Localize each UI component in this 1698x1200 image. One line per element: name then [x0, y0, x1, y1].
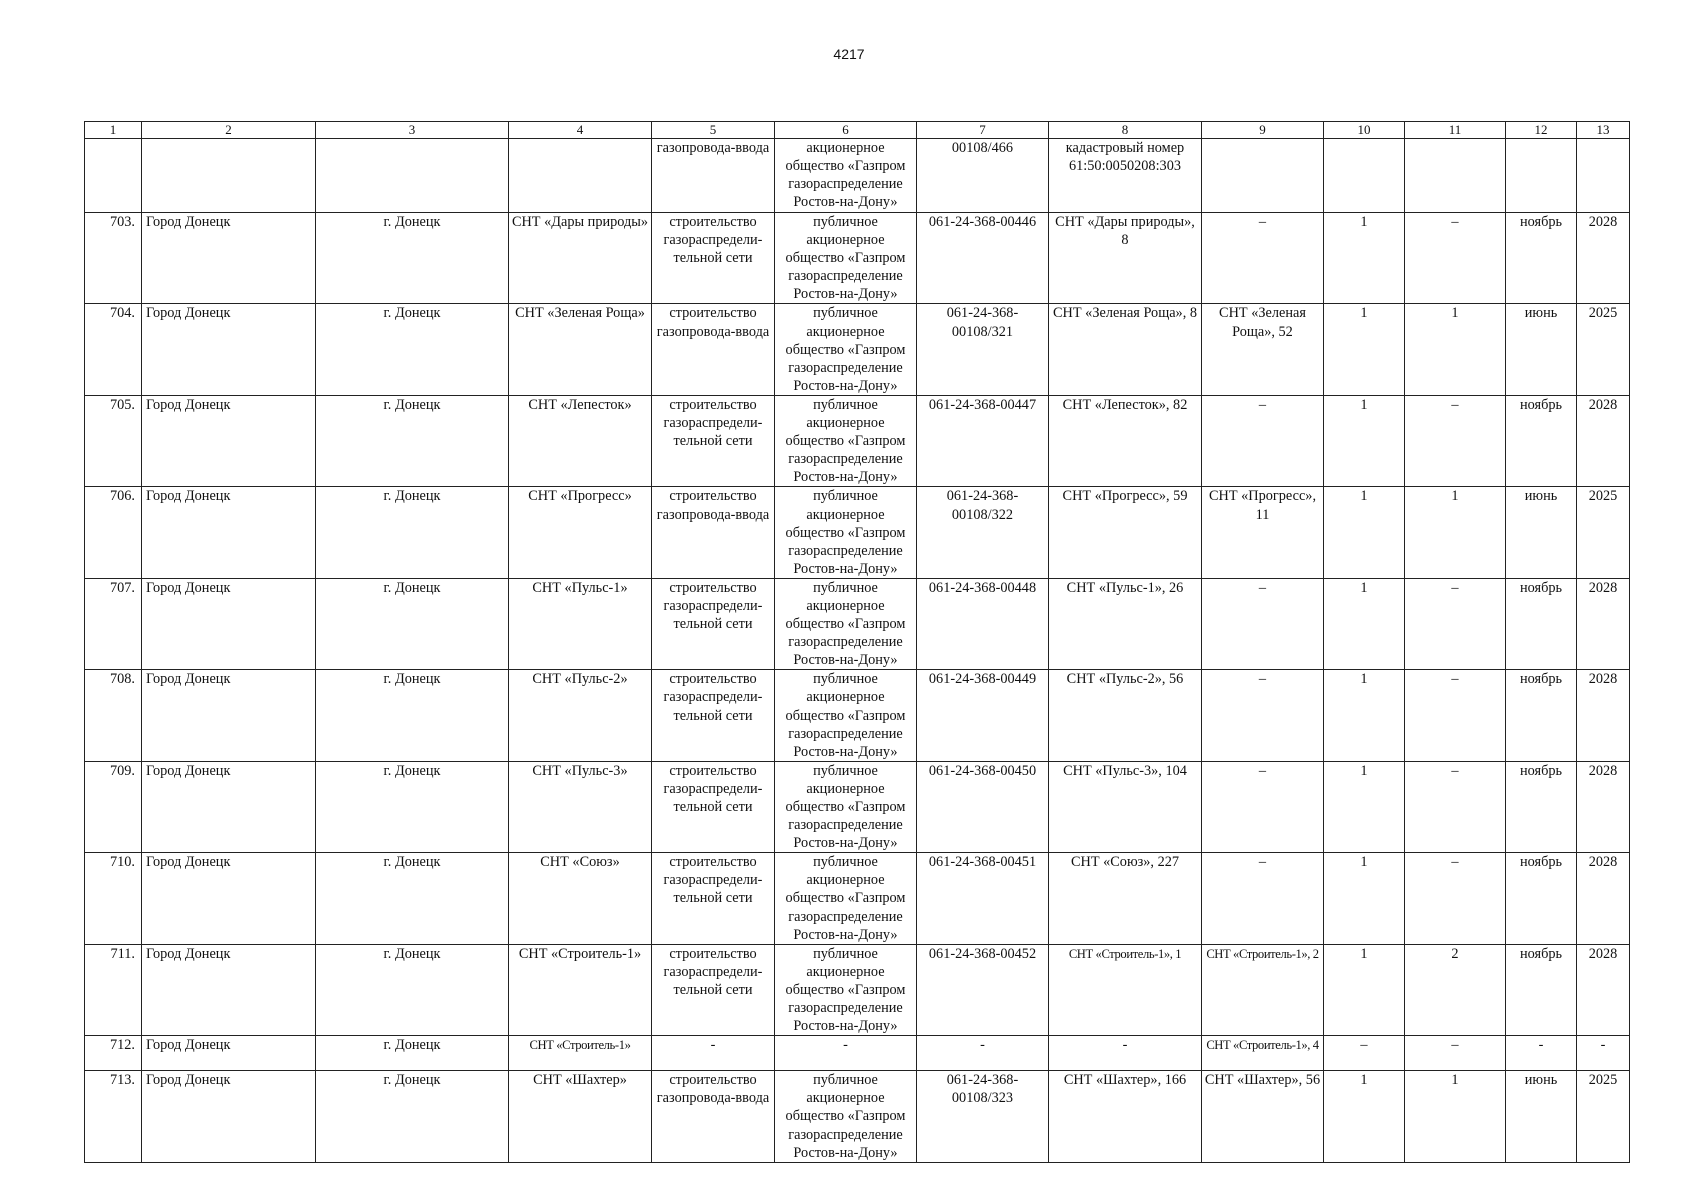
- cell-settlement: г. Донецк: [316, 761, 509, 852]
- cell-count-a: 1: [1324, 487, 1405, 578]
- cell-year: 2028: [1577, 578, 1630, 669]
- cell-row-number: 710.: [85, 853, 142, 944]
- table-row: [85, 1036, 1630, 1071]
- column-header-8: 8: [1049, 122, 1202, 139]
- cell-count-b: –: [1405, 213, 1506, 304]
- data-table: [84, 121, 1630, 1163]
- cell-count-a: –: [1324, 1036, 1405, 1071]
- cell-count-a: 1: [1324, 304, 1405, 395]
- cell-month: ноябрь: [1506, 761, 1577, 852]
- cell-work-type: газопровода-ввода: [652, 139, 775, 213]
- cell-snt-name: СНТ «Зеленая Роща»: [509, 304, 652, 395]
- cell-organization: публичное акционерное общество «Газпром газораспределение Ростов-на-Дону»: [775, 578, 917, 669]
- cell-address-from: СНТ «Шахтер», 166: [1049, 1071, 1202, 1162]
- cell-year: 2028: [1577, 944, 1630, 1035]
- cell-organization: публичное акционерное общество «Газпром газораспределение Ростов-на-Дону»: [775, 761, 917, 852]
- cell-row-number: 709.: [85, 761, 142, 852]
- column-header-5: 5: [652, 122, 775, 139]
- cell-month: [1506, 139, 1577, 213]
- column-header-1: 1: [85, 122, 142, 139]
- cell-year: 2028: [1577, 853, 1630, 944]
- cell-address-from: СНТ «Союз», 227: [1049, 853, 1202, 944]
- column-header-12: 12: [1506, 122, 1577, 139]
- cell-registration-number: 061-24-368-00108/323: [917, 1071, 1049, 1162]
- cell-municipality: Город Донецк: [142, 670, 316, 761]
- cell-count-a: 1: [1324, 944, 1405, 1035]
- table-body: [85, 139, 1630, 1163]
- cell-work-type: строительство газораспредели-тельной сети: [652, 395, 775, 486]
- cell-count-b: –: [1405, 761, 1506, 852]
- cell-year: 2028: [1577, 395, 1630, 486]
- cell-registration-number: 061-24-368-00447: [917, 395, 1049, 486]
- cell-address-to: –: [1202, 395, 1324, 486]
- cell-registration-number: 00108/466: [917, 139, 1049, 213]
- cell-snt-name: СНТ «Союз»: [509, 853, 652, 944]
- cell-year: 2028: [1577, 761, 1630, 852]
- cell-address-to: СНТ «Прогресс», 11: [1202, 487, 1324, 578]
- cell-work-type: строительство газораспредели-тельной сети: [652, 944, 775, 1035]
- cell-count-a: 1: [1324, 853, 1405, 944]
- cell-snt-name: СНТ «Лепесток»: [509, 395, 652, 486]
- cell-address-to: СНТ «Строитель-1», 4: [1202, 1036, 1324, 1071]
- cell-row-number: 706.: [85, 487, 142, 578]
- cell-work-type: строительство газораспредели-тельной сети: [652, 670, 775, 761]
- cell-municipality: Город Донецк: [142, 578, 316, 669]
- cell-work-type: строительство газопровода-ввода: [652, 304, 775, 395]
- cell-year: 2028: [1577, 213, 1630, 304]
- cell-organization: публичное акционерное общество «Газпром газораспределение Ростов-на-Дону»: [775, 853, 917, 944]
- cell-settlement: [316, 139, 509, 213]
- cell-snt-name: СНТ «Пульс-2»: [509, 670, 652, 761]
- cell-address-to: СНТ «Шахтер», 56: [1202, 1071, 1324, 1162]
- cell-registration-number: 061-24-368-00448: [917, 578, 1049, 669]
- cell-settlement: г. Донецк: [316, 578, 509, 669]
- cell-count-b: 2: [1405, 944, 1506, 1035]
- cell-organization: публичное акционерное общество «Газпром газораспределение Ростов-на-Дону»: [775, 395, 917, 486]
- cell-settlement: г. Донецк: [316, 395, 509, 486]
- page-number: 4217: [833, 46, 865, 62]
- cell-settlement: г. Донецк: [316, 213, 509, 304]
- table-row: [85, 304, 1630, 395]
- cell-month: ноябрь: [1506, 853, 1577, 944]
- cell-work-type: строительство газопровода-ввода: [652, 1071, 775, 1162]
- cell-month: ноябрь: [1506, 395, 1577, 486]
- cell-month: ноябрь: [1506, 944, 1577, 1035]
- cell-address-from: СНТ «Строитель-1», 1: [1049, 944, 1202, 1035]
- column-header-10: 10: [1324, 122, 1405, 139]
- cell-settlement: г. Донецк: [316, 670, 509, 761]
- cell-settlement: г. Донецк: [316, 1071, 509, 1162]
- column-header-3: 3: [316, 122, 509, 139]
- column-header-4: 4: [509, 122, 652, 139]
- column-header-6: 6: [775, 122, 917, 139]
- cell-settlement: г. Донецк: [316, 304, 509, 395]
- cell-count-b: –: [1405, 670, 1506, 761]
- cell-work-type: строительство газораспредели-тельной сети: [652, 853, 775, 944]
- cell-snt-name: [509, 139, 652, 213]
- cell-count-b: 1: [1405, 304, 1506, 395]
- cell-address-from: -: [1049, 1036, 1202, 1071]
- cell-registration-number: 061-24-368-00452: [917, 944, 1049, 1035]
- cell-municipality: Город Донецк: [142, 395, 316, 486]
- cell-municipality: Город Донецк: [142, 1071, 316, 1162]
- cell-snt-name: СНТ «Пульс-1»: [509, 578, 652, 669]
- cell-count-b: –: [1405, 853, 1506, 944]
- column-header-11: 11: [1405, 122, 1506, 139]
- cell-address-from: СНТ «Пульс-2», 56: [1049, 670, 1202, 761]
- table-row: [85, 578, 1630, 669]
- cell-address-to: –: [1202, 670, 1324, 761]
- cell-row-number: 703.: [85, 213, 142, 304]
- cell-registration-number: -: [917, 1036, 1049, 1071]
- cell-count-b: –: [1405, 395, 1506, 486]
- cell-municipality: Город Донецк: [142, 1036, 316, 1071]
- cell-row-number: [85, 139, 142, 213]
- table-row: [85, 213, 1630, 304]
- cell-address-from: кадастровый номер 61:50:0050208:303: [1049, 139, 1202, 213]
- column-header-7: 7: [917, 122, 1049, 139]
- table-row: [85, 395, 1630, 486]
- cell-organization: публичное акционерное общество «Газпром газораспределение Ростов-на-Дону»: [775, 213, 917, 304]
- cell-month: июнь: [1506, 1071, 1577, 1162]
- cell-address-from: СНТ «Зеленая Роща», 8: [1049, 304, 1202, 395]
- cell-registration-number: 061-24-368-00446: [917, 213, 1049, 304]
- cell-work-type: строительство газораспредели-тельной сети: [652, 761, 775, 852]
- cell-municipality: Город Донецк: [142, 304, 316, 395]
- cell-snt-name: СНТ «Шахтер»: [509, 1071, 652, 1162]
- column-number-row: [85, 122, 1630, 139]
- cell-organization: публичное акционерное общество «Газпром газораспределение Ростов-на-Дону»: [775, 304, 917, 395]
- cell-registration-number: 061-24-368-00108/322: [917, 487, 1049, 578]
- cell-organization: публичное акционерное общество «Газпром газораспределение Ростов-на-Дону»: [775, 1071, 917, 1162]
- cell-settlement: г. Донецк: [316, 1036, 509, 1071]
- cell-year: 2025: [1577, 304, 1630, 395]
- table-row: [85, 487, 1630, 578]
- cell-row-number: 712.: [85, 1036, 142, 1071]
- cell-month: -: [1506, 1036, 1577, 1071]
- cell-year: 2025: [1577, 487, 1630, 578]
- cell-municipality: Город Донецк: [142, 853, 316, 944]
- cell-municipality: [142, 139, 316, 213]
- cell-count-a: 1: [1324, 213, 1405, 304]
- cell-month: ноябрь: [1506, 670, 1577, 761]
- cell-year: -: [1577, 1036, 1630, 1071]
- cell-row-number: 708.: [85, 670, 142, 761]
- cell-municipality: Город Донецк: [142, 213, 316, 304]
- cell-year: [1577, 139, 1630, 213]
- cell-count-a: 1: [1324, 670, 1405, 761]
- cell-work-type: строительство газопровода-ввода: [652, 487, 775, 578]
- cell-address-to: –: [1202, 761, 1324, 852]
- cell-work-type: строительство газораспредели-тельной сети: [652, 213, 775, 304]
- cell-work-type: строительство газораспредели-тельной сети: [652, 578, 775, 669]
- cell-snt-name: СНТ «Прогресс»: [509, 487, 652, 578]
- cell-settlement: г. Донецк: [316, 853, 509, 944]
- column-header-9: 9: [1202, 122, 1324, 139]
- cell-year: 2028: [1577, 670, 1630, 761]
- cell-count-b: 1: [1405, 487, 1506, 578]
- cell-work-type: -: [652, 1036, 775, 1071]
- cell-count-a: 1: [1324, 761, 1405, 852]
- cell-snt-name: СНТ «Дары природы»: [509, 213, 652, 304]
- cell-municipality: Город Донецк: [142, 944, 316, 1035]
- cell-organization: -: [775, 1036, 917, 1071]
- cell-address-to: СНТ «Зеленая Роща», 52: [1202, 304, 1324, 395]
- column-header-13: 13: [1577, 122, 1630, 139]
- column-header-2: 2: [142, 122, 316, 139]
- cell-address-to: СНТ «Строитель-1», 2: [1202, 944, 1324, 1035]
- cell-municipality: Город Донецк: [142, 761, 316, 852]
- cell-organization: публичное акционерное общество «Газпром газораспределение Ростов-на-Дону»: [775, 487, 917, 578]
- cell-snt-name: СНТ «Строитель-1»: [509, 944, 652, 1035]
- cell-count-b: –: [1405, 1036, 1506, 1071]
- table-row: [85, 944, 1630, 1035]
- cell-address-from: СНТ «Пульс-3», 104: [1049, 761, 1202, 852]
- cell-organization: акционерное общество «Газпром газораспределение Ростов-на-Дону»: [775, 139, 917, 213]
- cell-year: 2025: [1577, 1071, 1630, 1162]
- cell-count-a: [1324, 139, 1405, 213]
- cell-row-number: 711.: [85, 944, 142, 1035]
- cell-address-from: СНТ «Пульс-1», 26: [1049, 578, 1202, 669]
- cell-row-number: 705.: [85, 395, 142, 486]
- cell-count-a: 1: [1324, 578, 1405, 669]
- cell-registration-number: 061-24-368-00451: [917, 853, 1049, 944]
- table-row: [85, 670, 1630, 761]
- cell-month: июнь: [1506, 487, 1577, 578]
- cell-count-a: 1: [1324, 395, 1405, 486]
- cell-address-from: СНТ «Лепесток», 82: [1049, 395, 1202, 486]
- cell-count-b: [1405, 139, 1506, 213]
- cell-snt-name: СНТ «Пульс-3»: [509, 761, 652, 852]
- cell-address-to: –: [1202, 853, 1324, 944]
- table-row: [85, 853, 1630, 944]
- cell-address-from: СНТ «Прогресс», 59: [1049, 487, 1202, 578]
- cell-address-to: –: [1202, 213, 1324, 304]
- cell-snt-name: СНТ «Строитель-1»: [509, 1036, 652, 1071]
- cell-settlement: г. Донецк: [316, 487, 509, 578]
- cell-address-to: –: [1202, 578, 1324, 669]
- table-row: [85, 761, 1630, 852]
- cell-count-b: 1: [1405, 1071, 1506, 1162]
- cell-address-to: [1202, 139, 1324, 213]
- cell-registration-number: 061-24-368-00108/321: [917, 304, 1049, 395]
- cell-organization: публичное акционерное общество «Газпром газораспределение Ростов-на-Дону»: [775, 944, 917, 1035]
- cell-row-number: 707.: [85, 578, 142, 669]
- cell-address-from: СНТ «Дары природы», 8: [1049, 213, 1202, 304]
- cell-month: ноябрь: [1506, 578, 1577, 669]
- cell-row-number: 704.: [85, 304, 142, 395]
- cell-month: июнь: [1506, 304, 1577, 395]
- cell-organization: публичное акционерное общество «Газпром газораспределение Ростов-на-Дону»: [775, 670, 917, 761]
- table-row: [85, 1071, 1630, 1162]
- cell-month: ноябрь: [1506, 213, 1577, 304]
- cell-municipality: Город Донецк: [142, 487, 316, 578]
- cell-registration-number: 061-24-368-00449: [917, 670, 1049, 761]
- cell-settlement: г. Донецк: [316, 944, 509, 1035]
- cell-count-b: –: [1405, 578, 1506, 669]
- cell-count-a: 1: [1324, 1071, 1405, 1162]
- cell-registration-number: 061-24-368-00450: [917, 761, 1049, 852]
- table-row: [85, 139, 1630, 213]
- cell-row-number: 713.: [85, 1071, 142, 1162]
